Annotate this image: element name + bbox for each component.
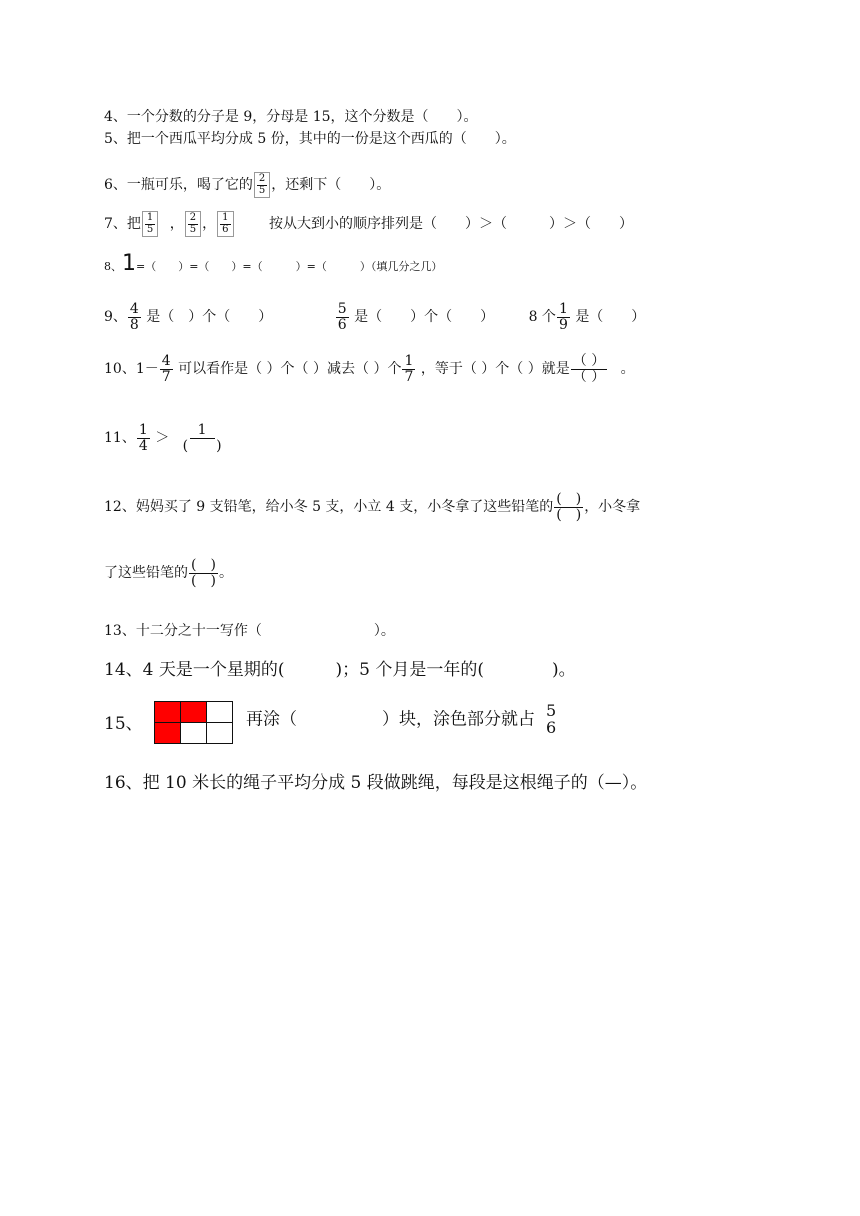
- question-9: [104, 302, 645, 332]
- q6-prefix: 6、一瓶可乐，喝了它的: [104, 177, 253, 193]
- question-11: [104, 423, 231, 453]
- q10-f2-num: 1: [404, 353, 414, 369]
- q15-shading-grid: [154, 701, 233, 744]
- q10-text-2: ，等于（ ）个（ ）就是: [420, 361, 570, 378]
- question-4: 4、一个分数的分子是 9，分母是 15，这个分数是（ ）。: [104, 109, 478, 125]
- q9-f2-den: 6: [337, 316, 347, 333]
- question-15-body: [246, 703, 559, 737]
- question-15-prefix: 15、: [104, 714, 143, 734]
- q7-f1-num: 1: [146, 212, 154, 223]
- q7-fraction-2: [185, 211, 201, 237]
- q10-text-1: 可以看作是（ ）个（ ）减去（ ）个: [178, 361, 402, 378]
- q12-text-4: 。: [218, 565, 233, 582]
- question-16: 16、把 10 米长的绳子平均分成 5 段做跳绳，每段是这根绳子的（—）。: [104, 773, 648, 793]
- q8-one: 1: [122, 251, 136, 276]
- q15-den: 6: [546, 717, 557, 737]
- q15-grid-row: [155, 723, 233, 744]
- q15-num: 5: [546, 701, 557, 720]
- q7-prefix: 7、把: [104, 216, 141, 232]
- q12-text-1: 12、妈妈买了 9 支铅笔，给小冬 5 支，小立 4 支，小冬拿了这些铅笔的: [104, 499, 554, 516]
- q9-text-1: 是（ ）个（ ）: [146, 309, 273, 326]
- q9-fraction-1: [128, 302, 141, 332]
- question-5: 5、把一个西瓜平均分成 5 份，其中的一份是这个西瓜的（ ）。: [104, 131, 516, 147]
- q12-fraction-1: [554, 492, 583, 522]
- q7-f3-den: 6: [222, 223, 229, 235]
- q6-num: 2: [258, 173, 266, 184]
- q9-text-2: 是（ ）个（ ）: [354, 309, 495, 326]
- q10-text-3: 。: [620, 361, 635, 378]
- question-12-line-2: [104, 558, 233, 588]
- q10-prefix: 10、1－: [104, 361, 159, 378]
- q9-f3-num: 1: [558, 301, 568, 317]
- q10-f1-den: 7: [161, 368, 171, 385]
- question-7: [104, 211, 633, 237]
- q7-comma-1: ，: [169, 216, 184, 232]
- question-12-line-1: [104, 492, 640, 522]
- q12-f1-den: ( ): [556, 506, 582, 523]
- question-6: [104, 172, 390, 198]
- q15-cell-shaded: [181, 702, 207, 723]
- question-8: [104, 253, 442, 275]
- q6-den: 5: [258, 184, 266, 196]
- q10-f3-num: （ ）: [572, 353, 606, 369]
- q7-fraction-3: [217, 211, 233, 237]
- q15-text: 再涂（ ）块，涂色部分就占: [246, 709, 535, 730]
- q7-f2-den: 5: [189, 223, 197, 235]
- q10-f2-den: 7: [404, 368, 414, 385]
- q9-fraction-3: [557, 302, 570, 332]
- q10-f3-den: （ ）: [572, 368, 606, 385]
- q9-text-3: 8 个: [528, 309, 556, 326]
- q9-f1-num: 4: [129, 301, 139, 317]
- q15-cell: [207, 723, 233, 744]
- q15-cell: [207, 702, 233, 723]
- q11-f2-num: 1: [190, 423, 215, 439]
- q8-text: =（ ）=（ ）=（ ）=（ ）（填几分之几）: [136, 260, 443, 273]
- question-14: 14、4 天是一个星期的( )；5 个月是一年的( )。: [104, 660, 576, 680]
- q11-f1-den: 4: [138, 437, 148, 454]
- q12-f1-num: ( ): [556, 491, 582, 507]
- q11-operator: ＞: [155, 430, 170, 447]
- q12-f2-den: ( ): [191, 572, 216, 589]
- q11-fraction-1: [137, 423, 150, 453]
- q15-grid-row: [155, 702, 233, 723]
- q7-fraction-1: [142, 211, 158, 237]
- q10-fraction-1: [160, 354, 173, 384]
- q7-f3-num: 1: [222, 212, 229, 223]
- q12-text-2: ，小冬拿: [584, 499, 641, 516]
- q9-prefix: 9、: [104, 309, 127, 326]
- q12-fraction-2: [189, 558, 218, 588]
- q9-text-4: 是（ ）: [575, 309, 646, 326]
- q15-cell-shaded: [155, 723, 181, 744]
- q7-f2-num: 2: [189, 212, 197, 223]
- q10-fraction-2: [402, 354, 415, 384]
- q7-f1-den: 5: [146, 223, 154, 235]
- q11-f2-den: ( ): [182, 437, 222, 454]
- q15-fraction: [544, 703, 558, 737]
- question-13: 13、十二分之十一写作（ ）。: [104, 623, 395, 639]
- q12-f2-num: ( ): [191, 557, 216, 573]
- q11-fraction-2: [175, 423, 230, 453]
- q15-cell-shaded: [155, 702, 181, 723]
- q11-prefix: 11、: [104, 430, 136, 447]
- q6-fraction: [254, 172, 270, 198]
- q10-f1-num: 4: [161, 353, 171, 369]
- q8-prefix: 8、: [104, 260, 122, 273]
- q9-f1-den: 8: [129, 316, 139, 333]
- q11-f1-num: 1: [138, 422, 148, 438]
- q15-cell: [181, 723, 207, 744]
- q12-text-3: 了这些铅笔的: [104, 565, 188, 582]
- q10-fraction-3: [571, 354, 607, 384]
- q6-suffix: ，还剩下（ ）。: [271, 177, 391, 193]
- q7-text: 按从大到小的顺序排列是（ ）＞（ ）＞（ ）: [268, 216, 633, 232]
- q9-fraction-2: [336, 302, 349, 332]
- q9-f3-den: 9: [558, 316, 568, 333]
- q9-f2-num: 5: [337, 301, 347, 317]
- question-10: [104, 354, 635, 384]
- q7-comma-2: ，: [202, 216, 217, 232]
